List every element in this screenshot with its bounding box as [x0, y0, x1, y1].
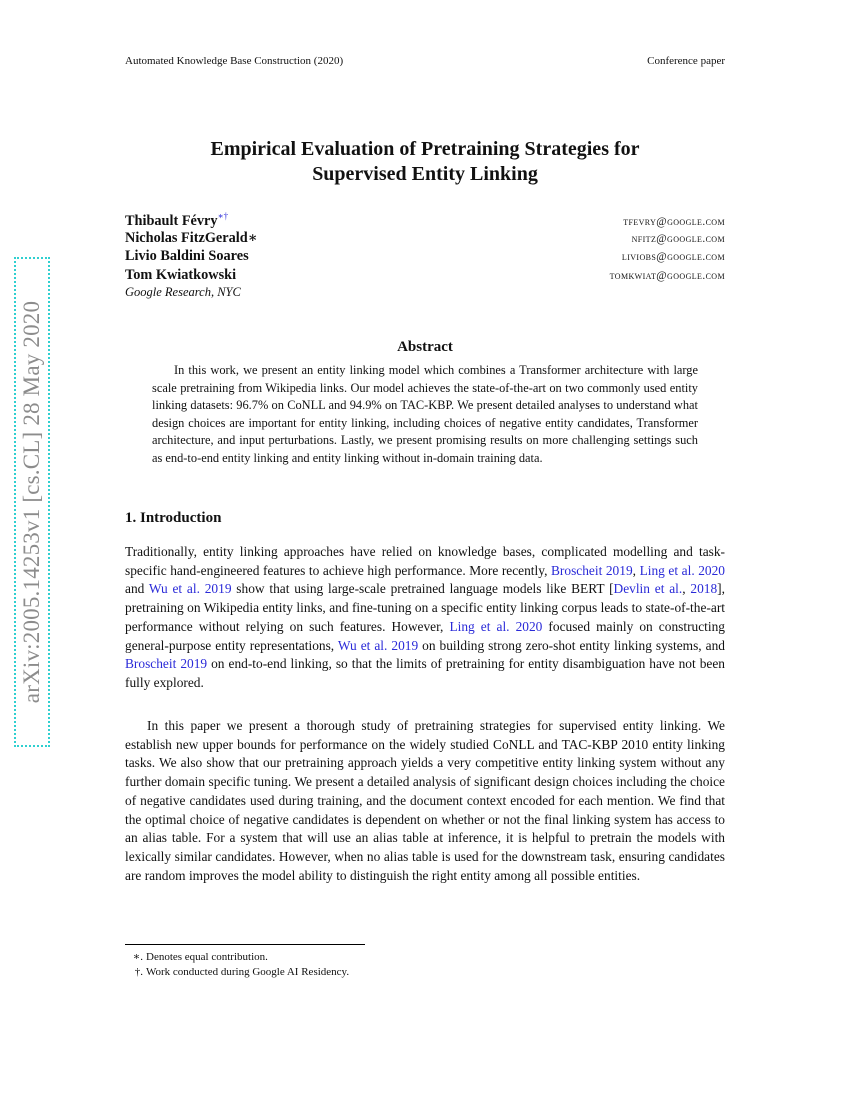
author-name: Tom Kwiatkowski: [125, 266, 237, 283]
author-row: [125, 230, 725, 249]
title-line-1: Empirical Evaluation of Pretraining Strategies for: [210, 138, 640, 160]
author-block: [125, 211, 725, 300]
footnote-divider: [125, 944, 365, 945]
affiliation: Google Research, NYC: [125, 285, 241, 299]
citation-link[interactable]: Broscheit 2019: [125, 656, 208, 672]
footnote: ∗. Denotes equal contribution.: [132, 951, 268, 963]
footnote: †. Work conducted during Google AI Residency.: [134, 966, 350, 978]
author-name: Thibault Févry∗†: [125, 211, 229, 229]
running-header-type: Conference paper: [647, 55, 725, 67]
arxiv-stamp[interactable]: [14, 257, 50, 747]
citation-link[interactable]: Wu et al. 2019: [148, 581, 232, 597]
abstract-heading: Abstract: [397, 339, 453, 355]
author-email[interactable]: tfevry@google.com: [623, 215, 725, 228]
citation-link[interactable]: Ling et al. 2020: [449, 618, 543, 634]
citation-link[interactable]: Ling et al. 2020: [639, 562, 726, 578]
paper-title: [125, 137, 725, 187]
author-email[interactable]: tomkwiat@google.com: [609, 269, 725, 282]
author-row: [125, 267, 725, 286]
citation-link[interactable]: Wu et al. 2019: [337, 637, 419, 653]
footnotes: [125, 950, 349, 980]
author-name: Livio Baldini Soares: [125, 248, 249, 264]
section-heading-introduction: 1. Introduction: [125, 510, 222, 526]
running-header-venue: Automated Knowledge Base Construction (2020): [125, 55, 344, 67]
author-name: Nicholas FitzGerald∗: [125, 229, 258, 246]
author-row: [125, 248, 725, 267]
citation-link[interactable]: 2018: [690, 581, 718, 597]
intro-paragraph-1: Traditionally, entity linking approaches have relied on knowledge bases, complicated modelling and task-specific hand-engineered features to achieve high performance. More recently, Broscheit 2019, Ling et al. 2020 and Wu et al. 2019 show that using large-scale pretrained language models like BERT [Devlin et al., 2018], pretraining on Wikipedia entity links, and fine-tuning on a specific entity linking corpus leads to state-of-the-art performance without relying on such features. However, Ling et al. 2020 focused mainly on constructing general-purpose entity representations, Wu et al. 2019 on building strong zero-shot entity linking systems, and Broscheit 2019 on end-to-end linking, so that the limits of pretraining for entity disambiguation have not been fully explored.: [125, 544, 726, 690]
footnote-mark: ∗: [247, 229, 258, 246]
citation-link[interactable]: Devlin et al.: [613, 581, 683, 597]
citation-link[interactable]: Broscheit 2019: [550, 562, 633, 578]
author-row: [125, 211, 725, 230]
author-email[interactable]: nfitz@google.com: [631, 232, 725, 245]
title-line-2: Supervised Entity Linking: [312, 163, 538, 185]
arxiv-stamp-text: arXiv:2005.14253v1 [cs.CL] 28 May 2020: [19, 300, 45, 704]
abstract-text: In this work, we present an entity linking model which combines a Transformer architecture with large scale pretraining from Wikipedia links. Our model achieves the state-of-the-art on two commonly used entity linking datasets: 96.7% on CoNLL and 94.9% on TAC-KBP. We present detailed analyses to understand what design choices are important for entity linking, including choices of negative entity candidates, Transformer architecture, and input perturbations. Lastly, we present promising results on more challenging settings such as end-to-end entity linking and entity linking without in-domain training data.: [152, 363, 698, 465]
footnote-mark[interactable]: ∗†: [217, 211, 229, 221]
intro-paragraph-2: In this paper we present a thorough study of pretraining strategies for supervised entity linking. We establish new upper bounds for performance on the widely studied CoNLL and TAC-KBP 2010 entity linking tasks. We also show that our pretraining approach yields a very competitive entity linking system without any further domain specific tuning. We present a detailed analysis of significant design choices including the choice of negative candidates used during training, and the document context encoded for each mention. We find that the optimal choice of negative candidates is dependent on whether or not the final linking system has access to an alias table. For a system that will use an alias table at inference, it is helpful to pretrain the models with lexically similar candidates. However, when no alias table is used for the downstream task, ensuring candidates are random improves the model ability to distinguish the right entity among all possible entities.: [125, 718, 725, 883]
author-email[interactable]: liviobs@google.com: [621, 251, 725, 263]
